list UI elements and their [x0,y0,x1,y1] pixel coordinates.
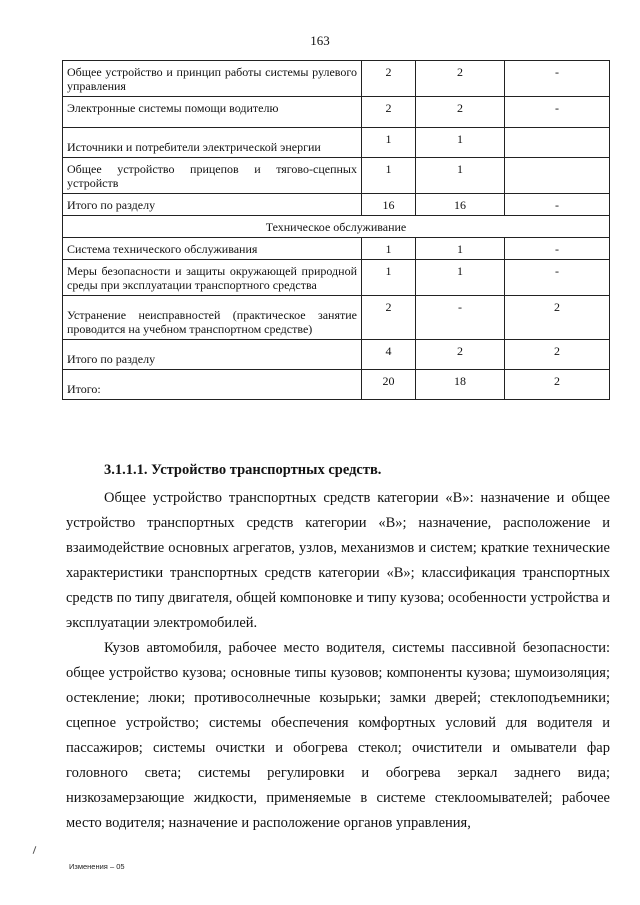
hours-practice-cell: 2 [505,340,610,370]
body-paragraph-2 [66,636,610,836]
hours-theory-cell: 1 [416,158,505,194]
body-paragraph-1 [66,486,610,636]
hours-practice-cell [505,158,610,194]
pen-mark [33,846,37,854]
hours-theory-cell: 2 [416,340,505,370]
table-row [63,238,610,260]
paragraph-text: Общее устройство транспортных средств категории «В»: назначение и общее устройство транспортных средств категории «В»; назначение, расположение и взаимодействие основных агрегатов, узлов, механизмов и систем; краткие технические характеристики транспортных средств категории «В»; классификация транспортных средств по типу двигателя, общей компоновке и типу кузова; особенности устройства и эксплуатации электромобилей. [66,490,610,631]
hours-total-cell: 2 [362,61,416,97]
section-title: Техническое обслуживание [63,216,610,238]
hours-total-cell: 2 [362,97,416,128]
paragraph-text: Кузов автомобиля, рабочее место водителя, системы пассивной безопасности: общее устройство кузова; основные типы кузовов; компоненты кузова; шумоизоляция; остекление; люки; противосолнечные козырьки; замки дверей; стеклоподъемники; сцепное устройство; системы обеспечения комфортных условий для водителя и пассажиров; системы очистки и обогрева стекол; очистители и омыватели фар головного света; системы регулировки и обогрева зеркал заднего вида; низкозамерзающие жидкости, применяемые в системе стеклоомывателей; рабочее место водителя; назначение и расположение органов управления, [66,640,610,831]
table-row [63,97,610,128]
curriculum-table [62,60,610,400]
footer-note: Изменения – 05 [69,862,125,871]
topic-cell: Меры безопасности и защиты окружающей природной среды при эксплуатации транспортного средства [63,260,362,296]
hours-total-cell: 4 [362,340,416,370]
hours-theory-cell: 1 [416,260,505,296]
hours-practice-cell: - [505,260,610,296]
table-row [63,61,610,97]
hours-total-cell: 1 [362,158,416,194]
subtotal-label: Итого по разделу [63,194,362,216]
hours-total-cell: 16 [362,194,416,216]
hours-total-cell: 20 [362,370,416,400]
topic-cell: Источники и потребители электрической энергии [63,128,362,158]
hours-practice-cell: 2 [505,296,610,340]
hours-theory-cell: 1 [416,238,505,260]
section-row [63,216,610,238]
page-number: 163 [310,33,330,48]
hours-total-cell: 1 [362,238,416,260]
hours-total-cell: 1 [362,260,416,296]
table-row [63,194,610,216]
hours-theory-cell: 16 [416,194,505,216]
topic-cell: Система технического обслуживания [63,238,362,260]
hours-practice-cell: - [505,194,610,216]
hours-practice-cell: - [505,61,610,97]
table-row [63,128,610,158]
hours-theory-cell: 2 [416,97,505,128]
topic-cell: Общее устройство и принцип работы системы рулевого управления [63,61,362,97]
table-row [63,158,610,194]
hours-theory-cell: 1 [416,128,505,158]
total-label: Итого: [63,370,362,400]
hours-practice-cell: 2 [505,370,610,400]
table-row [63,370,610,400]
hours-practice-cell [505,128,610,158]
hours-total-cell: 2 [362,296,416,340]
hours-practice-cell: - [505,97,610,128]
hours-practice-cell: - [505,238,610,260]
section-heading: 3.1.1.1. Устройство транспортных средств. [104,462,382,478]
hours-theory-cell: 18 [416,370,505,400]
table-row [63,260,610,296]
hours-theory-cell: - [416,296,505,340]
hours-total-cell: 1 [362,128,416,158]
table-row [63,340,610,370]
table-row [63,296,610,340]
topic-cell: Электронные системы помощи водителю [63,97,362,128]
topic-cell: Общее устройство прицепов и тягово-сцепных устройств [63,158,362,194]
topic-cell: Устранение неисправностей (практическое занятие проводится на учебном транспортном средстве) [63,296,362,340]
subtotal-label: Итого по разделу [63,340,362,370]
hours-theory-cell: 2 [416,61,505,97]
